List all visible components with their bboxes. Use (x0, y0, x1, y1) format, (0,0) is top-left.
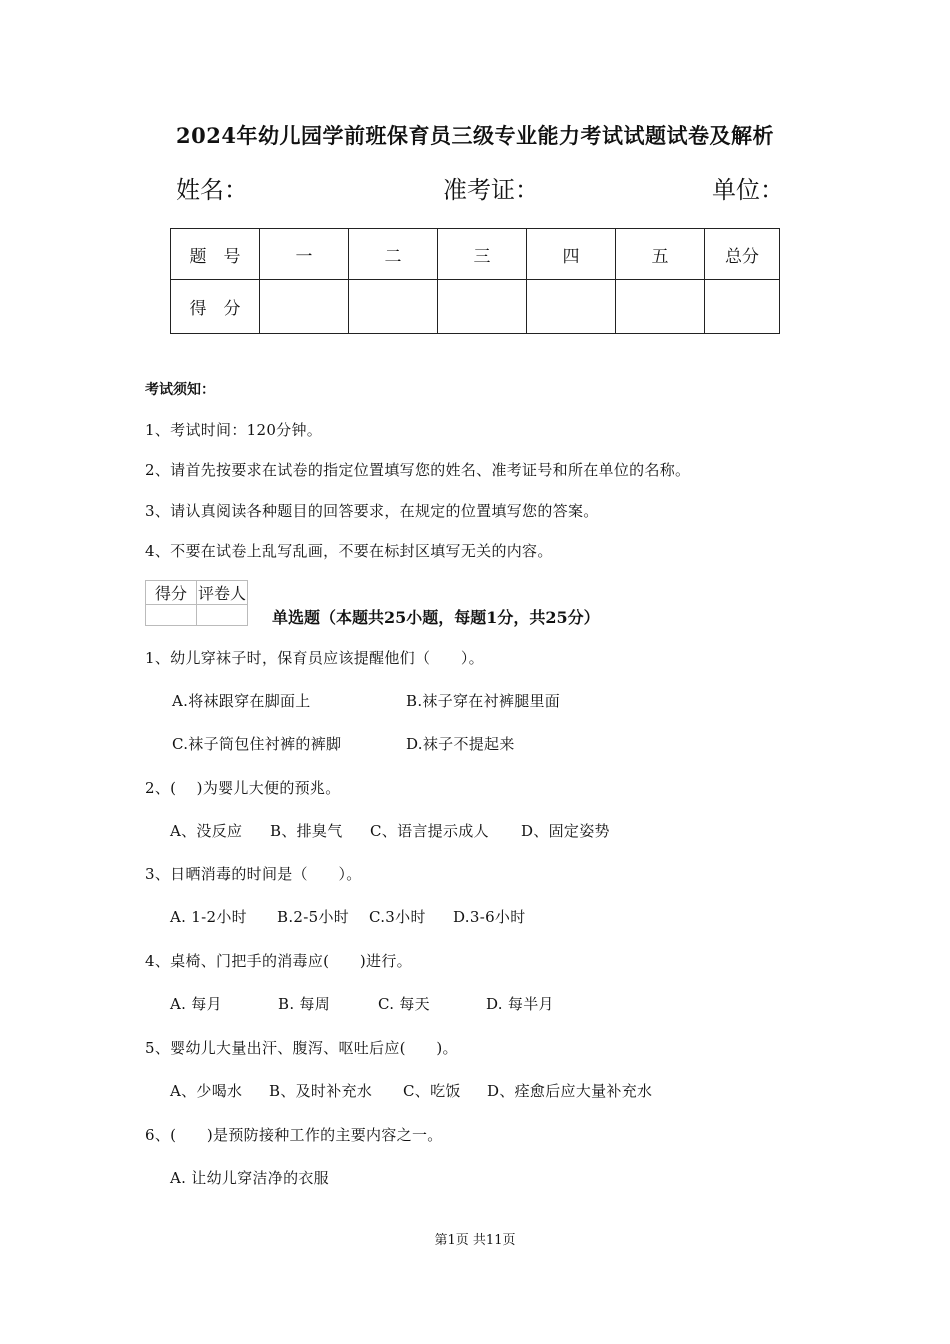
option-c: C.袜子筒包住衬裤的裤脚 (172, 735, 342, 753)
score-cell[interactable] (705, 280, 780, 334)
option-c: C、语言提示成人 (370, 822, 489, 840)
section-title: 单选题（本题共25小题，每题1分，共25分） (272, 608, 600, 627)
notice-item: 4、不要在试卷上乱写乱画，不要在标封区填写无关的内容。 (145, 542, 553, 560)
notice-item: 2、请首先按要求在试卷的指定位置填写您的姓名、准考证号和所在单位的名称。 (145, 461, 691, 479)
grader-score-cell[interactable] (146, 605, 197, 626)
score-table (170, 228, 780, 334)
exam-id-field-label: 准考证： (443, 176, 539, 204)
option-c: C.3小时 (369, 908, 426, 926)
grader-score-label: 得分 (146, 581, 197, 605)
option-a: A. 让幼儿穿洁净的衣服 (170, 1169, 329, 1187)
option-b: B.袜子穿在衬裤腿里面 (406, 692, 561, 710)
score-cell[interactable] (349, 280, 438, 334)
option-a: A、少喝水 (170, 1082, 243, 1100)
option-a: A.将袜跟穿在脚面上 (172, 692, 311, 710)
score-cell[interactable] (616, 280, 705, 334)
notice-heading: 考试须知： (145, 382, 215, 398)
option-c: C. 每天 (378, 995, 430, 1013)
score-table-header-row (171, 229, 780, 280)
option-b: B、及时补充水 (269, 1082, 373, 1100)
score-cell[interactable] (527, 280, 616, 334)
option-c: C、吃饭 (403, 1082, 461, 1100)
question-6: 6、( )是预防接种工作的主要内容之一。 (145, 1126, 443, 1144)
option-d: D、痊愈后应大量补充水 (487, 1082, 653, 1100)
option-a: A. 每月 (170, 995, 222, 1013)
score-table-header: 二 (349, 229, 438, 280)
grader-reviewer-label: 评卷人 (197, 581, 248, 605)
name-field-label: 姓名： (176, 176, 248, 204)
unit-field-label: 单位： (712, 176, 784, 204)
question-5: 5、婴幼儿大量出汗、腹泻、呕吐后应( )。 (145, 1039, 458, 1057)
score-table-header: 一 (260, 229, 349, 280)
option-a: A. 1-2小时 (170, 908, 247, 926)
grader-reviewer-cell[interactable] (197, 605, 248, 626)
score-cell[interactable] (260, 280, 349, 334)
score-table-header: 总分 (705, 229, 780, 280)
option-d: D.3-6小时 (453, 908, 526, 926)
option-d: D、固定姿势 (521, 822, 610, 840)
page-footer: 第1页 共11页 (434, 1233, 516, 1248)
score-cell[interactable] (438, 280, 527, 334)
score-table-header: 三 (438, 229, 527, 280)
option-d: D.袜子不提起来 (406, 735, 515, 753)
question-4: 4、桌椅、门把手的消毒应( )进行。 (145, 952, 412, 970)
question-3: 3、日晒消毒的时间是（ ）。 (145, 865, 362, 883)
question-2: 2、( )为婴儿大便的预兆。 (145, 779, 341, 797)
exam-title: 2024年幼儿园学前班保育员三级专业能力考试试题试卷及解析 (176, 123, 774, 148)
score-table-score-row (171, 280, 780, 334)
option-a: A、没反应 (170, 822, 243, 840)
grader-box (145, 580, 248, 626)
notice-item: 3、请认真阅读各种题目的回答要求，在规定的位置填写您的答案。 (145, 502, 599, 520)
option-b: B、排臭气 (270, 822, 343, 840)
option-b: B. 每周 (278, 995, 331, 1013)
score-table-header: 四 (527, 229, 616, 280)
option-b: B.2-5小时 (277, 908, 350, 926)
score-table-header: 五 (616, 229, 705, 280)
score-table-header: 题 号 (171, 229, 260, 280)
score-row-label: 得 分 (171, 280, 260, 334)
option-d: D. 每半月 (486, 995, 554, 1013)
question-1: 1、幼儿穿袜子时，保育员应该提醒他们（ ）。 (145, 649, 484, 667)
notice-item: 1、考试时间：120分钟。 (145, 421, 323, 439)
